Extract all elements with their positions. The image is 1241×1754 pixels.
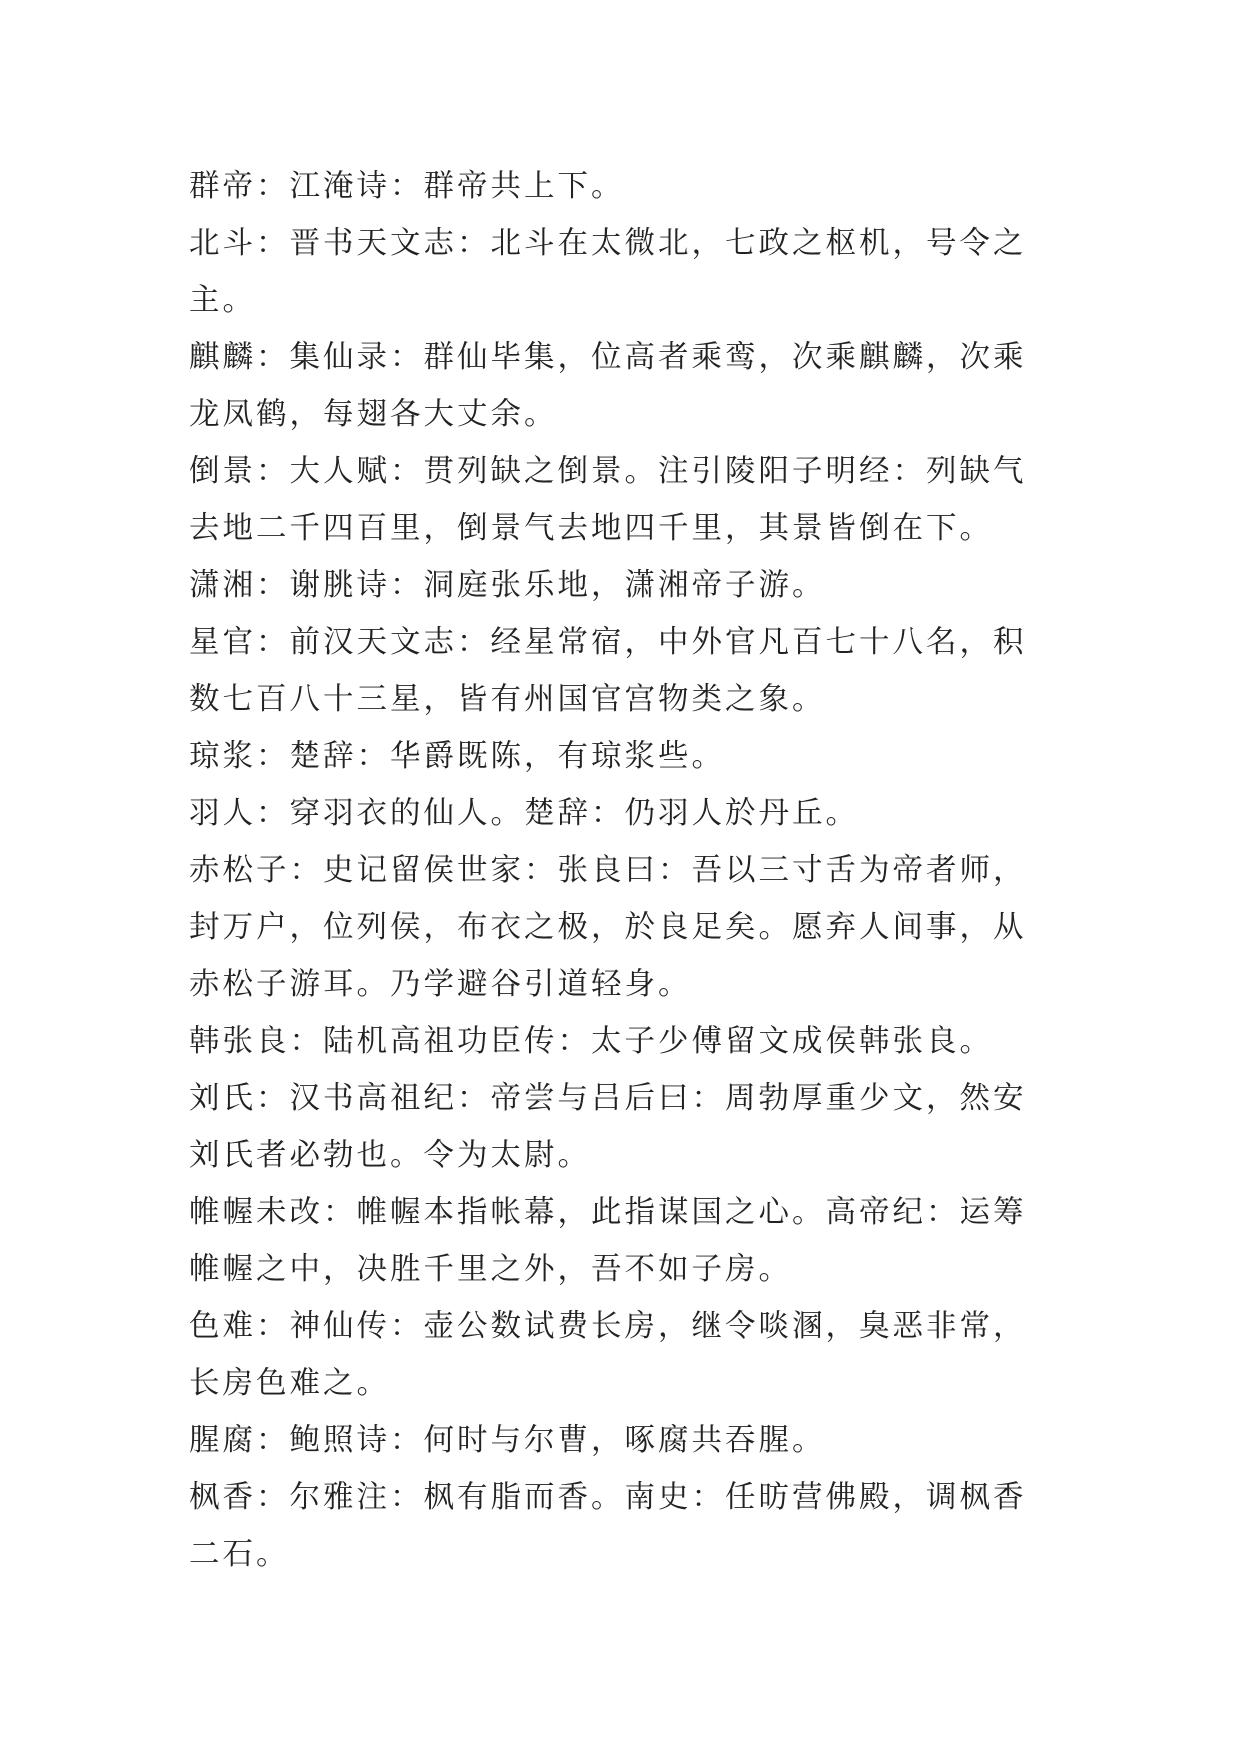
- glossary-entry-daojing: 倒景：大人赋：贯列缺之倒景。注引陵阳子明经：列缺气去地二千四百里，倒景气去地四千里，其景皆倒在下。: [189, 454, 1027, 546]
- glossary-entry-qiongjiang: 琼浆：楚辞：华爵既陈，有琼浆些。: [189, 739, 725, 774]
- glossary-entry-weiwo: 帷幄未改：帷幄本指帐幕，此指谋国之心。高帝纪：运筹帷幄之中，决胜千里之外，吾不如子房。: [189, 1195, 1027, 1287]
- glossary-entry-fengxiang: 枫香：尔雅注：枫有脂而香。南史：任昉营佛殿，调枫香二石。: [189, 1480, 1027, 1572]
- glossary-entry-yuren: 羽人：穿羽衣的仙人。楚辞：仍羽人於丹丘。: [189, 796, 859, 831]
- glossary-entry-hanzhangliang: 韩张良：陆机高祖功臣传：太子少傅留文成侯韩张良。: [189, 1024, 993, 1059]
- glossary-entry-liushi: 刘氏：汉书高祖纪：帝尝与吕后曰：周勃厚重少文，然安刘氏者必勃也。令为太尉。: [189, 1081, 1027, 1173]
- glossary-entry-xiaoxiang: 潇湘：谢朓诗：洞庭张乐地，潇湘帝子游。: [189, 568, 826, 603]
- glossary-entry-xingguan: 星官：前汉天文志：经星常宿，中外官凡百七十八名，积数七百八十三星，皆有州国官宫物类之象。: [189, 625, 1027, 717]
- glossary-entry-beidou: 北斗：晋书天文志：北斗在太微北，七政之枢机，号令之主。: [189, 226, 1027, 318]
- glossary-entry-qilin: 麒麟：集仙录：群仙毕集，位高者乘鸾，次乘麒麟，次乘龙凤鹤，每翅各大丈余。: [189, 340, 1027, 432]
- glossary-entry-qundi: 群帝：江淹诗：群帝共上下。: [189, 169, 625, 204]
- glossary-entry-senan: 色难：神仙传：壶公数试费长房，继令啖溷，臭恶非常，长房色难之。: [189, 1309, 1027, 1401]
- document-body: [189, 158, 1055, 1583]
- glossary-entry-xingfu: 腥腐：鲍照诗：何时与尔曹，啄腐共吞腥。: [189, 1423, 826, 1458]
- glossary-entry-chisongzi: 赤松子：史记留侯世家：张良曰：吾以三寸舌为帝者师，封万户，位列侯，布衣之极，於良足矣。愿弃人间事，从赤松子游耳。乃学避谷引道轻身。: [189, 853, 1027, 1002]
